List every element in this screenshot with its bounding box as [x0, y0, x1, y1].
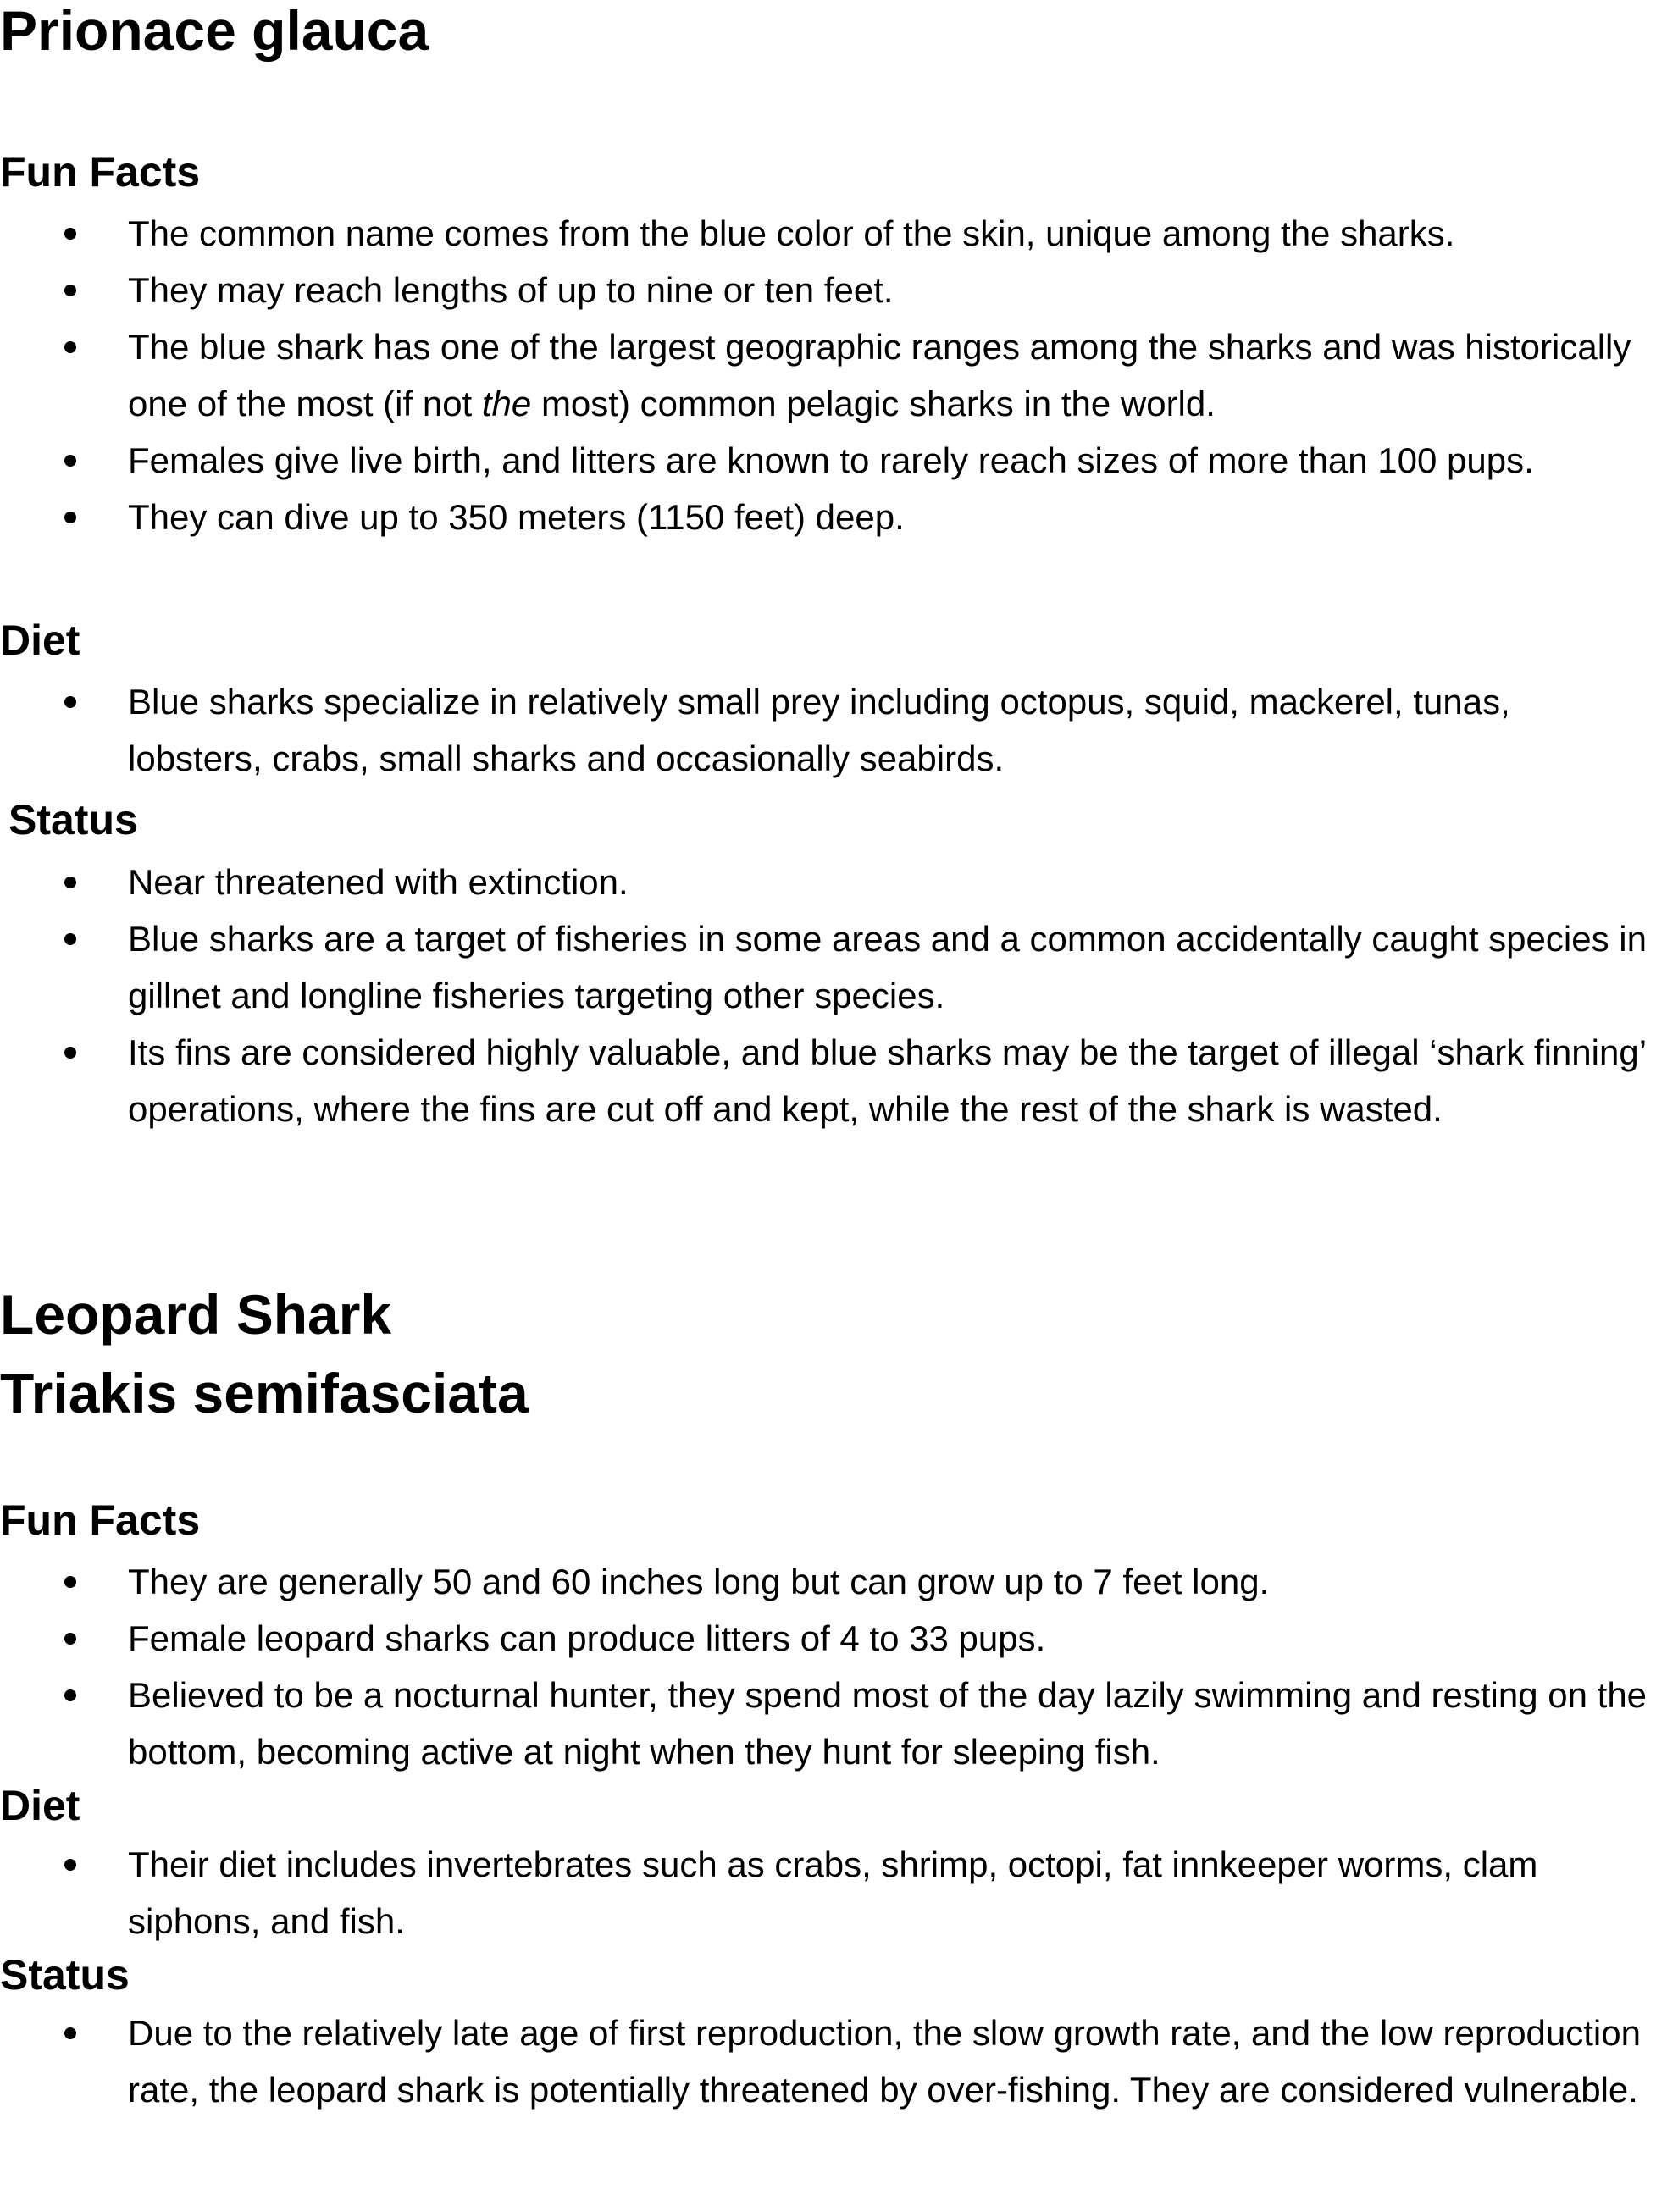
list-item: Their diet includes invertebrates such as crabs, shrimp, octopi, fat innkeeper worms, clam siphons, and fish.: [0, 1836, 1653, 1949]
status-heading: Status: [0, 1951, 130, 1999]
bullet-icon: [64, 341, 76, 353]
list-item: They are generally 50 and 60 inches long but can grow up to 7 feet long.: [0, 1553, 1653, 1610]
list-item: Near threatened with extinction.: [0, 854, 1653, 910]
list-item: Believed to be a nocturnal hunter, they spend most of the day lazily swimming and resting on the bottom, becoming active at night when they hunt for sleeping fish.: [0, 1667, 1653, 1780]
diet-heading: Diet: [0, 617, 80, 664]
fun-facts-heading: Fun Facts: [0, 148, 201, 196]
diet-list: [0, 673, 1653, 787]
list-item: Blue sharks specialize in relatively small prey including octopus, squid, mackerel, tunas, lobsters, crabs, small sharks and occasionally seabirds.: [0, 673, 1653, 787]
bullet-icon: [64, 512, 76, 523]
status-heading: Status: [8, 796, 138, 843]
list-item: Its fins are considered highly valuable, and blue sharks may be the target of illegal ‘shark finning’ operations, where the fins are cut off and kept, while the rest of the shark is wasted.: [0, 1024, 1653, 1137]
fun-facts-list: [0, 1553, 1653, 1780]
fun-facts-heading: Fun Facts: [0, 1496, 201, 1544]
bullet-icon: [64, 455, 76, 467]
bullet-icon: [64, 1047, 76, 1059]
bullet-icon: [64, 1859, 76, 1871]
bullet-icon: [64, 696, 76, 708]
status-list: [0, 2005, 1653, 2118]
species-common-name: Leopard Shark: [0, 1283, 392, 1346]
status-list: [0, 854, 1653, 1137]
list-item: The blue shark has one of the largest geographic ranges among the sharks and was historically one of the most (if not the most) common pelagic sharks in the world.: [0, 318, 1653, 432]
list-item: Due to the relatively late age of first reproduction, the slow growth rate, and the low reproduction rate, the leopard shark is potentially threatened by over-fishing. They are considered vulnerable.: [0, 2005, 1653, 2118]
species-title: Prionace glauca: [0, 0, 429, 62]
bullet-icon: [64, 228, 76, 240]
diet-heading: Diet: [0, 1782, 80, 1829]
list-item: They may reach lengths of up to nine or ten feet.: [0, 262, 1653, 318]
list-item: The common name comes from the blue color of the skin, unique among the sharks.: [0, 205, 1653, 262]
list-item: Blue sharks are a target of fisheries in some areas and a common accidentally caught species in gillnet and longline fisheries targeting other species.: [0, 910, 1653, 1024]
bullet-icon: [64, 2027, 76, 2039]
species-scientific-name: Triakis semifasciata: [0, 1362, 529, 1424]
list-item: Females give live birth, and litters are known to rarely reach sizes of more than 100 pups.: [0, 432, 1653, 489]
bullet-icon: [64, 877, 76, 888]
bullet-icon: [64, 1576, 76, 1588]
bullet-icon: [64, 1633, 76, 1645]
bullet-icon: [64, 1689, 76, 1701]
list-item: Female leopard sharks can produce litters of 4 to 33 pups.: [0, 1610, 1653, 1667]
list-item: They can dive up to 350 meters (1150 feet) deep.: [0, 489, 1653, 545]
bullet-icon: [64, 285, 76, 296]
bullet-icon: [64, 933, 76, 945]
fun-facts-list: [0, 205, 1653, 545]
diet-list: [0, 1836, 1653, 1949]
